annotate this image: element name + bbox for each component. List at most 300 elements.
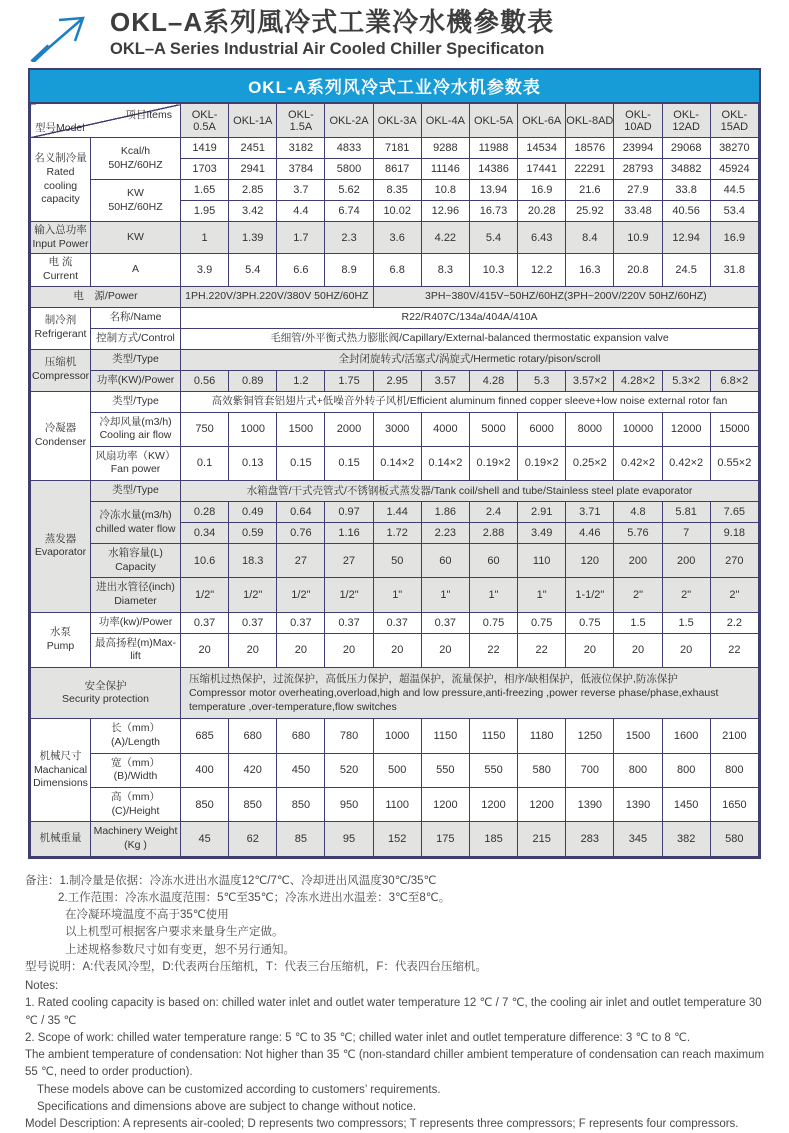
table-row <box>31 328 759 349</box>
category-cell: 名义制冷量 Rated cooling capacity <box>31 138 91 222</box>
note-line: 2. Scope of work: chilled water temperature range: 5 ℃ to 35 ℃; chilled water inlet and outlet temperature difference: 3 ℃ to 8 ℃. <box>25 1031 691 1044</box>
value-cell: 680 <box>229 719 277 753</box>
note-line: 上述规格参数尺寸如有变更，恕不另行通知。 <box>65 943 295 956</box>
title-block <box>110 8 554 59</box>
value-cell: 0.1 <box>181 446 229 480</box>
value-cell: 0.75 <box>566 612 614 633</box>
value-cell: 2941 <box>229 159 277 180</box>
value-cell: 1.86 <box>421 502 469 523</box>
span-cell: 毛细管/外平衡式热力膨胀阀/Capillary/External-balanced thermostatic expansion valve <box>181 328 759 349</box>
value-cell: 175 <box>421 822 469 856</box>
value-cell: 6.8 <box>373 254 421 286</box>
value-cell: 1/2" <box>325 578 373 612</box>
value-cell: 4000 <box>421 412 469 446</box>
value-cell: 0.89 <box>229 370 277 391</box>
value-cell: 1500 <box>614 719 662 753</box>
value-cell: 1.5 <box>614 612 662 633</box>
value-cell: 0.37 <box>229 612 277 633</box>
note-line: The ambient temperature of condensation: Not higher than 35 ℃ (non-standard chiller ambient temperature of condensation can reach maximum 55 ℃, need to order production). <box>25 1049 765 1079</box>
value-cell: 1.44 <box>373 502 421 523</box>
value-cell: 6.43 <box>518 222 566 254</box>
value-cell: 40.56 <box>662 201 710 222</box>
value-cell: 0.14×2 <box>373 446 421 480</box>
value-cell: 0.14×2 <box>421 446 469 480</box>
value-cell: 27 <box>325 544 373 578</box>
value-cell: 3.7 <box>277 180 325 201</box>
item-cell: 类型/Type <box>91 391 181 412</box>
value-cell: 4.28×2 <box>614 370 662 391</box>
item-cell: KW 50HZ/60HZ <box>91 180 181 222</box>
value-cell: 3.9 <box>181 254 229 286</box>
model-header: OKL-6A <box>518 104 566 138</box>
value-cell: 270 <box>710 544 758 578</box>
value-cell: 10000 <box>614 412 662 446</box>
notes-english <box>25 978 769 1133</box>
value-cell: 22 <box>518 633 566 667</box>
value-cell: 10.6 <box>181 544 229 578</box>
value-cell: 950 <box>325 788 373 822</box>
value-cell: 1450 <box>662 788 710 822</box>
value-cell: 680 <box>277 719 325 753</box>
value-cell: 3.42 <box>229 201 277 222</box>
value-cell: 0.59 <box>229 523 277 544</box>
value-cell: 1.39 <box>229 222 277 254</box>
note-line: Model Description: A represents air-cooled; D represents two compressors; T represents three compressors; F represents four compressors. <box>25 1118 739 1131</box>
value-cell: 11988 <box>469 138 517 159</box>
note-line: 型号说明：A:代表风冷型，D:代表两台压缩机，T：代表三台压缩机，F：代表四台压缩机。 <box>25 960 487 973</box>
value-cell: 3784 <box>277 159 325 180</box>
spec-table <box>30 103 759 857</box>
model-header: OKL-2A <box>325 104 373 138</box>
value-cell: 2.91 <box>518 502 566 523</box>
category-cell: 电 流 Current <box>31 254 91 286</box>
value-cell: 16.3 <box>566 254 614 286</box>
note-line: These models above can be customized according to customers’ requirements. <box>37 1083 441 1096</box>
table-row <box>31 822 759 856</box>
value-cell: 200 <box>614 544 662 578</box>
value-cell: 5.76 <box>614 523 662 544</box>
value-cell: 18.3 <box>229 544 277 578</box>
value-cell: 1" <box>373 578 421 612</box>
value-cell: 6.74 <box>325 201 373 222</box>
value-cell: 10.02 <box>373 201 421 222</box>
value-cell: 1500 <box>277 412 325 446</box>
table-row <box>31 307 759 328</box>
value-cell: 44.5 <box>710 180 758 201</box>
value-cell: 0.75 <box>518 612 566 633</box>
item-cell: 冷冻水量(m3/h) chilled water flow <box>91 502 181 544</box>
value-cell: 1/2" <box>229 578 277 612</box>
value-cell: 20 <box>566 633 614 667</box>
value-cell: 0.64 <box>277 502 325 523</box>
span-cell: 压缩机过热保护，过流保护，高低压力保护，超温保护，流量保护，相序/缺相保护，低液位保护,防冻保护 Compressor motor overheating,overload,high and low pressure,anti-freezing ,power reverse phase/phase,exhaust temperature ,over-temperature,flow switches <box>181 667 759 719</box>
span-cell: R22/R407C/134a/404A/410A <box>181 307 759 328</box>
value-cell: 382 <box>662 822 710 856</box>
value-cell: 4.28 <box>469 370 517 391</box>
value-cell: 5.62 <box>325 180 373 201</box>
value-cell: 2.3 <box>325 222 373 254</box>
value-cell: 0.37 <box>181 612 229 633</box>
value-cell: 29068 <box>662 138 710 159</box>
value-cell: 1390 <box>566 788 614 822</box>
table-row <box>31 138 759 159</box>
value-cell: 800 <box>662 753 710 787</box>
table-row <box>31 412 759 446</box>
value-cell: 850 <box>229 788 277 822</box>
value-cell: 0.25×2 <box>566 446 614 480</box>
value-cell: 1.72 <box>373 523 421 544</box>
span-cell: 3PH~380V/415V~50HZ/60HZ(3PH~200V/220V 50HZ/60HZ) <box>373 286 758 307</box>
category-cell: 安全保护 Security protection <box>31 667 181 719</box>
model-header: OKL-0.5A <box>181 104 229 138</box>
value-cell: 1200 <box>518 788 566 822</box>
item-cell: 水箱容量(L) Capacity <box>91 544 181 578</box>
value-cell: 1390 <box>614 788 662 822</box>
value-cell: 12.2 <box>518 254 566 286</box>
value-cell: 1200 <box>469 788 517 822</box>
value-cell: 1.2 <box>277 370 325 391</box>
value-cell: 12.94 <box>662 222 710 254</box>
value-cell: 8.9 <box>325 254 373 286</box>
value-cell: 1150 <box>421 719 469 753</box>
value-cell: 6000 <box>518 412 566 446</box>
value-cell: 1600 <box>662 719 710 753</box>
value-cell: 2451 <box>229 138 277 159</box>
value-cell: 1250 <box>566 719 614 753</box>
value-cell: 20 <box>181 633 229 667</box>
value-cell: 23994 <box>614 138 662 159</box>
value-cell: 450 <box>277 753 325 787</box>
span-cell: 高效紫铜管套铝翅片式+低噪音外转子风机/Efficient aluminum finned copper sleeve+low noise external rotor fan <box>181 391 759 412</box>
value-cell: 7 <box>662 523 710 544</box>
category-cell: 蒸发器 Evaporator <box>31 481 91 613</box>
page-header <box>28 8 789 62</box>
value-cell: 28793 <box>614 159 662 180</box>
category-cell: 制冷剂 Refrigerant <box>31 307 91 349</box>
value-cell: 215 <box>518 822 566 856</box>
value-cell: 0.34 <box>181 523 229 544</box>
value-cell: 1703 <box>181 159 229 180</box>
span-cell: 全封闭旋转式/活塞式/涡旋式/Hermetic rotary/pison/scroll <box>181 349 759 370</box>
table-row <box>31 446 759 480</box>
value-cell: 27 <box>277 544 325 578</box>
value-cell: 20 <box>421 633 469 667</box>
value-cell: 25.92 <box>566 201 614 222</box>
item-cell: 冷却风量(m3/h) Cooling air flow <box>91 412 181 446</box>
table-row <box>31 502 759 523</box>
value-cell: 16.9 <box>710 222 758 254</box>
model-header: OKL-5A <box>469 104 517 138</box>
value-cell: 1.16 <box>325 523 373 544</box>
category-cell: 水泵 Pump <box>31 612 91 667</box>
value-cell: 1.65 <box>181 180 229 201</box>
value-cell: 4.46 <box>566 523 614 544</box>
item-cell: 宽（mm）(B)/Width <box>91 753 181 787</box>
value-cell: 0.19×2 <box>469 446 517 480</box>
table-row <box>31 349 759 370</box>
value-cell: 685 <box>181 719 229 753</box>
value-cell: 152 <box>373 822 421 856</box>
item-cell: 类型/Type <box>91 481 181 502</box>
value-cell: 5.81 <box>662 502 710 523</box>
value-cell: 1.5 <box>662 612 710 633</box>
value-cell: 33.48 <box>614 201 662 222</box>
value-cell: 1650 <box>710 788 758 822</box>
category-cell: 电 源/Power <box>31 286 181 307</box>
value-cell: 0.56 <box>181 370 229 391</box>
value-cell: 3000 <box>373 412 421 446</box>
value-cell: 22 <box>710 633 758 667</box>
value-cell: 4.8 <box>614 502 662 523</box>
model-header: OKL-8AD <box>566 104 614 138</box>
value-cell: 1000 <box>373 719 421 753</box>
value-cell: 17441 <box>518 159 566 180</box>
value-cell: 780 <box>325 719 373 753</box>
model-header: OKL-1.5A <box>277 104 325 138</box>
value-cell: 2.95 <box>373 370 421 391</box>
item-cell: KW <box>91 222 181 254</box>
table-row <box>31 370 759 391</box>
page-title-cn: OKL–A系列風冷式工業冷水機參數表 <box>110 7 555 37</box>
value-cell: 20 <box>662 633 710 667</box>
value-cell: 850 <box>277 788 325 822</box>
value-cell: 14386 <box>469 159 517 180</box>
value-cell: 8617 <box>373 159 421 180</box>
value-cell: 85 <box>277 822 325 856</box>
value-cell: 5800 <box>325 159 373 180</box>
value-cell: 0.42×2 <box>662 446 710 480</box>
value-cell: 95 <box>325 822 373 856</box>
value-cell: 5.4 <box>469 222 517 254</box>
value-cell: 0.19×2 <box>518 446 566 480</box>
value-cell: 580 <box>710 822 758 856</box>
value-cell: 345 <box>614 822 662 856</box>
note-line: Specifications and dimensions above are subject to change without notice. <box>37 1100 417 1113</box>
note-line: 以上机型可根据客户要求来量身生产定做。 <box>65 926 284 939</box>
value-cell: 24.5 <box>662 254 710 286</box>
item-cell: 长（mm）(A)/Length <box>91 719 181 753</box>
item-cell: 风扇功率（KW） Fan power <box>91 446 181 480</box>
value-cell: 16.73 <box>469 201 517 222</box>
value-cell: 1.75 <box>325 370 373 391</box>
span-cell: 水箱盘管/干式壳管式/不锈钢板式蒸发器/Tank coil/shell and tube/Stainless steel plate evaporator <box>181 481 759 502</box>
value-cell: 0.97 <box>325 502 373 523</box>
table-row <box>31 222 759 254</box>
category-cell: 机械重量 <box>31 822 91 856</box>
value-cell: 8.3 <box>421 254 469 286</box>
value-cell: 21.6 <box>566 180 614 201</box>
value-cell: 800 <box>710 753 758 787</box>
item-cell: 进出水管径(inch) Diameter <box>91 578 181 612</box>
table-row <box>31 633 759 667</box>
note-line: Notes: <box>25 980 59 993</box>
value-cell: 8.4 <box>566 222 614 254</box>
value-cell: 1-1/2" <box>566 578 614 612</box>
spec-table-container <box>28 68 761 859</box>
value-cell: 185 <box>469 822 517 856</box>
value-cell: 700 <box>566 753 614 787</box>
item-cell: 高（mm）(C)/Height <box>91 788 181 822</box>
value-cell: 0.76 <box>277 523 325 544</box>
item-cell: 功率(KW)/Power <box>91 370 181 391</box>
category-cell: 压缩机 Compressor <box>31 349 91 391</box>
value-cell: 9288 <box>421 138 469 159</box>
value-cell: 62 <box>229 822 277 856</box>
value-cell: 2000 <box>325 412 373 446</box>
value-cell: 3182 <box>277 138 325 159</box>
value-cell: 22291 <box>566 159 614 180</box>
value-cell: 750 <box>181 412 229 446</box>
value-cell: 1.7 <box>277 222 325 254</box>
value-cell: 1/2" <box>277 578 325 612</box>
value-cell: 283 <box>566 822 614 856</box>
table-row <box>31 544 759 578</box>
table-title-bar: OKL-A系列风冷式工业冷水机参数表 <box>30 70 759 103</box>
value-cell: 20 <box>373 633 421 667</box>
value-cell: 20 <box>325 633 373 667</box>
value-cell: 9.18 <box>710 523 758 544</box>
value-cell: 120 <box>566 544 614 578</box>
value-cell: 8.35 <box>373 180 421 201</box>
value-cell: 1419 <box>181 138 229 159</box>
item-cell: A <box>91 254 181 286</box>
table-row <box>31 286 759 307</box>
value-cell: 60 <box>469 544 517 578</box>
category-cell: 冷凝器 Condenser <box>31 391 91 481</box>
value-cell: 3.71 <box>566 502 614 523</box>
value-cell: 5.3×2 <box>662 370 710 391</box>
table-row <box>31 753 759 787</box>
item-cell: 类型/Type <box>91 349 181 370</box>
value-cell: 15000 <box>710 412 758 446</box>
value-cell: 45924 <box>710 159 758 180</box>
value-cell: 0.15 <box>277 446 325 480</box>
value-cell: 550 <box>469 753 517 787</box>
value-cell: 60 <box>421 544 469 578</box>
value-cell: 6.6 <box>277 254 325 286</box>
note-line: 备注：1.制冷量是依据：冷冻水进出水温度12℃/7℃、冷却进出风温度30℃/35℃ <box>25 874 437 887</box>
corner-items-label: 项目Items <box>125 109 172 121</box>
table-row <box>31 578 759 612</box>
value-cell: 1/2" <box>181 578 229 612</box>
model-header: OKL-10AD <box>614 104 662 138</box>
value-cell: 400 <box>181 753 229 787</box>
value-cell: 0.75 <box>469 612 517 633</box>
value-cell: 5.4 <box>229 254 277 286</box>
model-header: OKL-12AD <box>662 104 710 138</box>
value-cell: 13.94 <box>469 180 517 201</box>
value-cell: 10.9 <box>614 222 662 254</box>
value-cell: 0.37 <box>325 612 373 633</box>
table-row <box>31 481 759 502</box>
value-cell: 20 <box>277 633 325 667</box>
value-cell: 1100 <box>373 788 421 822</box>
value-cell: 3.57×2 <box>566 370 614 391</box>
value-cell: 1000 <box>229 412 277 446</box>
note-line: 1. Rated cooling capacity is based on: chilled water inlet and outlet water temperature 12 ℃ / 7 ℃, the cooling air inlet and outlet temperature 30 ℃ / 35 ℃ <box>25 997 762 1027</box>
value-cell: 0.37 <box>277 612 325 633</box>
table-row <box>31 254 759 286</box>
value-cell: 110 <box>518 544 566 578</box>
item-cell: Machinery Weight (Kg ) <box>91 822 181 856</box>
table-row <box>31 180 759 201</box>
value-cell: 20 <box>614 633 662 667</box>
value-cell: 850 <box>181 788 229 822</box>
value-cell: 5000 <box>469 412 517 446</box>
value-cell: 520 <box>325 753 373 787</box>
value-cell: 3.57 <box>421 370 469 391</box>
value-cell: 2.88 <box>469 523 517 544</box>
value-cell: 12.96 <box>421 201 469 222</box>
value-cell: 4.4 <box>277 201 325 222</box>
value-cell: 0.42×2 <box>614 446 662 480</box>
value-cell: 0.49 <box>229 502 277 523</box>
corner-model-label: 型号Model <box>35 122 85 134</box>
item-cell: 控制方式/Control <box>91 328 181 349</box>
model-header: OKL-15AD <box>710 104 758 138</box>
value-cell: 550 <box>421 753 469 787</box>
value-cell: 0.37 <box>373 612 421 633</box>
table-header-row <box>31 104 759 138</box>
model-header: OKL-3A <box>373 104 421 138</box>
value-cell: 2.2 <box>710 612 758 633</box>
value-cell: 20.8 <box>614 254 662 286</box>
value-cell: 2" <box>710 578 758 612</box>
value-cell: 11146 <box>421 159 469 180</box>
value-cell: 1" <box>421 578 469 612</box>
note-line: 在冷凝环境温度不高于35℃使用 <box>65 909 229 922</box>
value-cell: 1 <box>181 222 229 254</box>
value-cell: 38270 <box>710 138 758 159</box>
value-cell: 0.55×2 <box>710 446 758 480</box>
value-cell: 31.8 <box>710 254 758 286</box>
arrow-up-right-logo-icon <box>28 10 100 62</box>
table-body <box>31 138 759 857</box>
value-cell: 0.15 <box>325 446 373 480</box>
corner-header-cell <box>31 104 181 138</box>
value-cell: 1" <box>518 578 566 612</box>
value-cell: 0.37 <box>421 612 469 633</box>
value-cell: 2.4 <box>469 502 517 523</box>
value-cell: 20 <box>229 633 277 667</box>
value-cell: 12000 <box>662 412 710 446</box>
table-row <box>31 788 759 822</box>
span-cell: 1PH.220V/3PH.220V/380V 50HZ/60HZ <box>181 286 374 307</box>
value-cell: 5.3 <box>518 370 566 391</box>
category-cell: 机械尺寸 Machanical Dimensions <box>31 719 91 822</box>
category-cell: 输入总功率 Input Power <box>31 222 91 254</box>
value-cell: 53.4 <box>710 201 758 222</box>
value-cell: 2" <box>662 578 710 612</box>
model-header: OKL-4A <box>421 104 469 138</box>
value-cell: 1" <box>469 578 517 612</box>
spec-sheet-page <box>0 8 789 1133</box>
note-line: 2.工作范围：冷冻水温度范围：5℃至35℃；冷冻水进出水温差：3℃至8℃。 <box>58 891 451 904</box>
value-cell: 2" <box>614 578 662 612</box>
item-cell: 功率(kw)/Power <box>91 612 181 633</box>
value-cell: 3.6 <box>373 222 421 254</box>
notes-chinese <box>25 873 769 977</box>
value-cell: 500 <box>373 753 421 787</box>
value-cell: 420 <box>229 753 277 787</box>
value-cell: 10.3 <box>469 254 517 286</box>
value-cell: 7181 <box>373 138 421 159</box>
table-row <box>31 719 759 753</box>
table-row <box>31 391 759 412</box>
value-cell: 580 <box>518 753 566 787</box>
value-cell: 7.65 <box>710 502 758 523</box>
value-cell: 3.49 <box>518 523 566 544</box>
